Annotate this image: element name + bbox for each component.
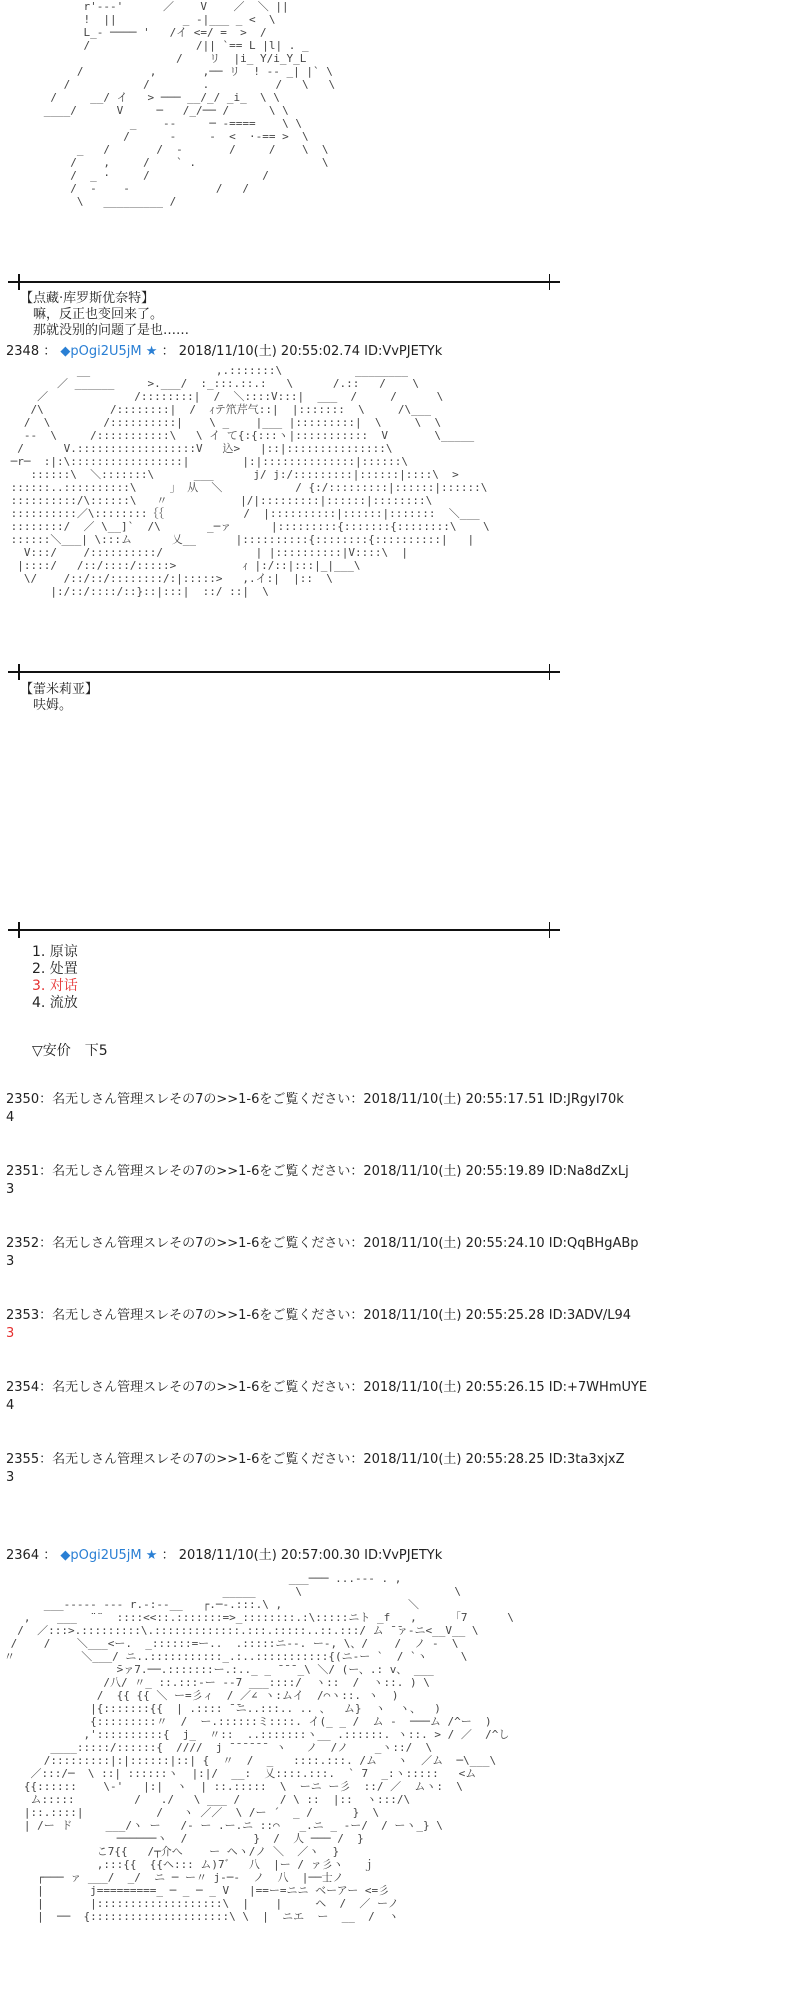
divider-tick-left [18,922,20,938]
choice-item: 1. 原谅 [32,944,78,960]
post-number[interactable]: 2352 [6,1236,40,1251]
post-date: 2018/11/10(土) 20:55:02.74 [178,344,360,359]
anchor-instruction: ▽安价 下5 [32,1043,108,1059]
post-id[interactable]: ID:QqBHgABp [548,1236,639,1251]
dialogue-line: 嘛，反正也变回来了。 [20,307,164,322]
post-number[interactable]: 2355 [6,1452,40,1467]
divider-tick-right [549,274,551,290]
post-date: 2018/11/10(土) 20:57:00.30 [178,1548,360,1563]
post-head: ：名无しさん管理スレその7の>>1-6をご覧ください： [39,1236,364,1251]
post-id[interactable]: ID:Na8dZxLj [548,1164,629,1179]
divider-line [8,929,560,931]
post-number[interactable]: 2350 [6,1092,40,1107]
post-date: 2018/11/10(土) 20:55:19.89 [363,1164,545,1179]
choice-item: 4. 流放 [32,995,78,1011]
post-head: ：名无しさん管理スレその7の>>1-6をご覧ください： [39,1164,364,1179]
post-id[interactable]: ID:JRgyI70k [548,1092,624,1107]
scene-divider [8,272,560,292]
post-header-2348 [6,344,442,360]
reply-value: 4 [6,1110,15,1125]
post-date: 2018/11/10(土) 20:55:24.10 [363,1236,545,1251]
post-id[interactable]: ID:3ta3xjxZ [548,1452,625,1467]
star-icon: ★ [145,344,158,359]
reply-header [6,1236,639,1252]
tripcode[interactable]: ◆pOgi2U5jM [60,344,142,359]
reply-value: 4 [6,1398,15,1413]
divider-tick-left [18,274,20,290]
divider-tick-right [549,922,551,938]
reply-value: 3 [6,1470,15,1485]
post-date: 2018/11/10(土) 20:55:28.25 [363,1452,545,1467]
post-head: ：名无しさん管理スレその7の>>1-6をご覧ください： [39,1092,364,1107]
post-number[interactable]: 2364 [6,1548,40,1563]
post-date: 2018/11/10(土) 20:55:26.15 [363,1380,545,1395]
speaker-name: 【蕾米莉亚】 [20,682,99,697]
post-number[interactable]: 2353 [6,1308,40,1323]
choice-item-selected: 3. 对话 [32,978,78,994]
reply-header [6,1380,647,1396]
scene-divider [8,920,560,940]
post-id[interactable]: ID:+7WHmUYE [548,1380,648,1395]
reply-value: 3 [6,1254,15,1269]
post-number[interactable]: 2351 [6,1164,40,1179]
post-sep: ： [43,1548,57,1563]
speaker-name: 【点藏·库罗斯优奈特】 [20,291,155,306]
post-date: 2018/11/10(土) 20:55:25.28 [363,1308,545,1323]
post-header-2364 [6,1548,442,1564]
dialogue-line: 呋姆。 [20,698,73,713]
post-head: ：名无しさん管理スレその7の>>1-6をご覧ください： [39,1380,364,1395]
post-sep: ： [161,1548,175,1563]
reply-header [6,1308,631,1324]
divider-line [8,671,560,673]
divider-tick-left [18,664,20,680]
dialogue-line: 那就没别的问题了是也…… [20,323,190,338]
ascii-art-bottom: ___─── ...--- . , _____ \ \ ___----- --- r.-:--__ ┌.─-.:::.\ , ＼ , ___ ¨¨ ::::<<::.:::::::=>_::::::::.:\:::::ニト _f , 「7 \ / ／:::>.:::::::::\.:::::::::::::.:::.:::::..::.:::/ ム ̄ ̄ァ-ニ<__V__ \ / / ＼___<ー. _::::::=ー.. .:::::ニ--. ー‐, \、/ / ノ ‐ \ 〃 ＼___/ ニ..:::::::::::_.:..:::::::::::{(ニ-ー ` / `ヽ \ ̄>ァ7.──.:::::::ー.:.._ _ ̄ ̄ ̄ _\ ＼/ (ー、.: v、 ___ /八/ 〃_ ::.:::-ー ‐-7 ___::::/ ヽ:: / ヽ::. ) \ / {{ {{ ＼ ー=彡ィ / ／∠ ヽ:ムイ /⌒ヽ::. ヽ ) |{:::::::{{ | .:::: ̄ ̄ニ..:::.. .. 、 ム} ヽ ヽ、 ) {:::::::::〃 / ー.::::::ミ::::. イ(_ _ / ム ‐ ───ム /^ー ) ,'::::::::::{ j_ 〃:: ..:::::::ヽ__ .::::::. ヽ::. > / ／ /^し ____:::::/::::::{ //// j ̄ ̄ ̄ ̄ ̄ ̄ ヽ ノ /ノ _ヽ::/ \ /:::::::::|:|::::::|::| { 〃 / _ ::::.:::. /ム ヽ ／ム ─\___\ ／:::/─ \ ::| ::::::ヽ |:|/ __: 乂::::.:::. ` 7 _:ヽ::::: <ム {{:::::: \-' |:| ヽ | ::.::::: \ ーニ ー彡 ::/ ／ ムヽ: \ ム::::: / ./ \ ___ / / \ :: |:: ヽ:::/\ |::.::::| / ヽ ／／ \ /ー ´ _ / } \ | /ー ド ___/ヽ ー /- ー .ー.ニ ::⌒ _.ニ _ -ー/ / ーヽ_} \ ──────ヽ / } / 人 ─── / } こ7{{ /┬介へ ー ヘヽ/ノ ＼ ／ヽ } ,:::{{ {{ヘ::: ム)7゛ 八 |ー / ァ彡ヽ ｊ ┌─── ァ ___/ _/ ニ ─ ー〃 j-─- ノ 八 |──士ノ | j=========_ ─ _ ─ _ V |==ー=ニニ ベーアー <=彡 | |:::::::::::::::::::\ | | ヘ / ／ ーノ | ── {:::::::::::::::::::::\ \ | ニエ ー __ / ヽ [4,1572,514,1923]
post-sep: ： [43,344,57,359]
ascii-art-middle: __ ,.:::::::\ ________ ／ ______ >.___/ :_:::.::.: \ /.:: / \ ／ /::::::::| / ＼::::V:::| ___ / / \ /\ /::::::::| / ｨテ笊芹气::| |::::::: \ /\___ / \ /::::::::::| \ _ |___ |:::::::::| \ \ \ -- \ /:::::::::::\ \ イ て{:{:::ヽ|::::::::::: V \_____ / V.::::::::::::::::::V 込> |::|:::::::::::::::\ ─r─ :|:\:::::::::::::::::| |:|::::::::::::::|::::::\ ::::::\ ＼:::::::\ ___ j/ j:/:::::::::|::::::|::::\ > ::::::..::::::::::\ 」 从 ＼ / {:/:::::::::|::::::|::::::\ ::::::::::/\::::::\ 〃 |/|:::::::::|::::::|::::::::\ ::::::::::／\::::::::｛｛ / |::::::::::|::::::|::::::: ＼___ ::::::::/ ／ \__]` /\ _─ァ |:::::::::{:::::::{::::::::\ \ ::::::＼___| \:::ム 乂__ |::::::::::{::::::::{::::::::::| | V:::/ /::::::::::/ | |::::::::::|V::::\ | |::::/ /::/::::/:::::> ｨ |:/::|:::|_|___\ \/ /::/::/::::::::/:|:::::> ,.イ:| |:: \ |:/::/::::/::}::|:::| ::/ ::| \ [10,364,490,598]
reply-header [6,1092,624,1108]
divider-tick-right [549,664,551,680]
post-sep: ： [161,344,175,359]
speaker-block-1 [20,291,189,339]
tripcode[interactable]: ◆pOgi2U5jM [60,1548,142,1563]
post-date: 2018/11/10(土) 20:55:17.51 [363,1092,545,1107]
choice-item: 2. 处置 [32,961,78,977]
choice-list [32,944,78,1012]
reply-header [6,1164,629,1180]
post-number[interactable]: 2354 [6,1380,40,1395]
star-icon: ★ [145,1548,158,1563]
ascii-art-top: r'-‐‐' ／ V ／ ＼ || ! || _ -|___ _ < \ L_- ──── ' /イ <=/ = > / / /|| `== L |l| . _ / リ |i_ Y/i_Y_L / , ,── リ ! -- _| |` \ / / . / \ \ / __/ イ > ─── __/_/ _i_ \ \ ____/ V ─ /_/── / \ \ _ -- ─ -==== \ \ / - - < ·-== > \ _ / / - / / \ \ / , / ` . \ / _ · / / / - - / / \ _________ / [43,0,336,208]
post-head: ：名无しさん管理スレその7の>>1-6をご覧ください： [39,1308,364,1323]
reply-value: 3 [6,1182,15,1197]
reply-header [6,1452,625,1468]
divider-line [8,281,560,283]
speaker-block-2 [20,682,98,714]
post-id[interactable]: ID:3ADV/L94 [548,1308,632,1323]
post-head: ：名无しさん管理スレその7の>>1-6をご覧ください： [39,1452,364,1467]
post-id[interactable]: ID:VvPJETYk [364,344,443,359]
scene-divider [8,662,560,682]
post-number[interactable]: 2348 [6,344,40,359]
post-id[interactable]: ID:VvPJETYk [364,1548,443,1563]
reply-value-highlighted: 3 [6,1326,15,1341]
